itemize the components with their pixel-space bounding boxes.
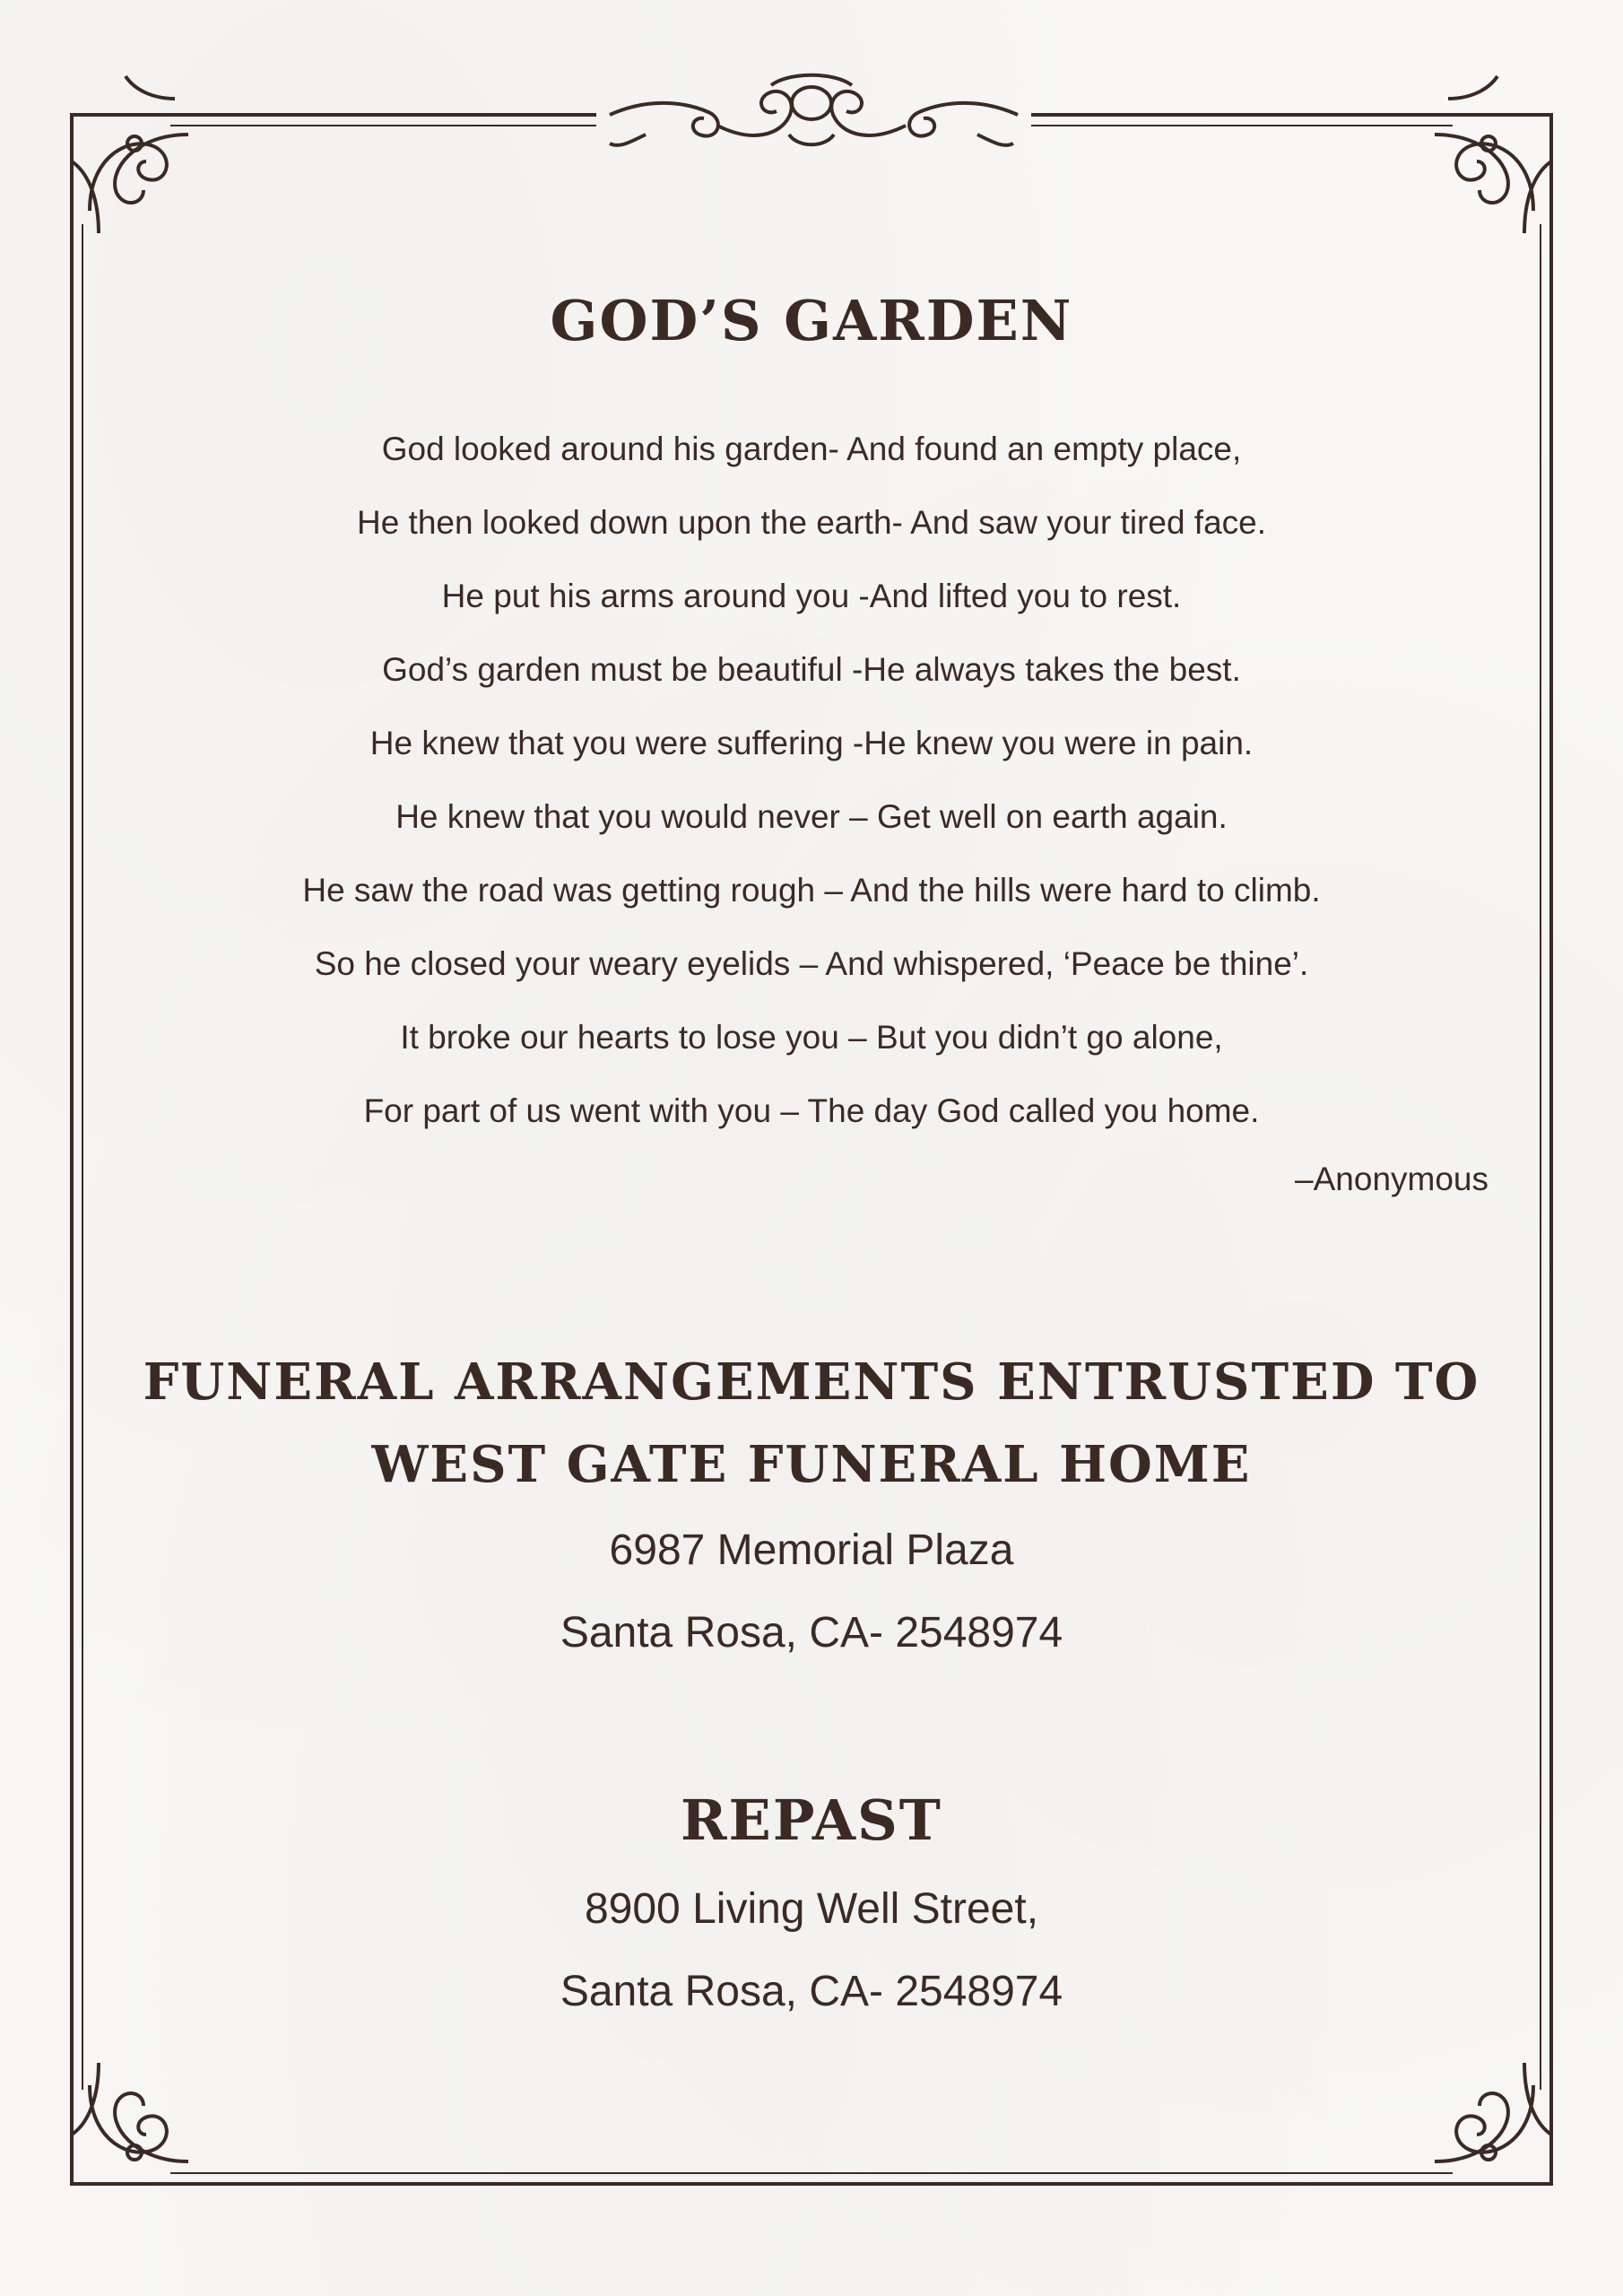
poem-line: He knew that you were suffering -He knew you were in pain. <box>369 725 1254 761</box>
poem-line: He then looked down upon the earth- And saw your tired face. <box>356 504 1267 541</box>
repast-city: Santa Rosa, CA- 2548974 <box>560 1968 1063 2015</box>
poem-line: He knew that you would never – Get well on earth again. <box>395 798 1228 835</box>
arrangements-title <box>135 1341 1488 1506</box>
funeral-home-street: 6987 Memorial Plaza <box>609 1526 1014 1574</box>
main-content <box>135 0 1488 2296</box>
poem-line: He saw the road was getting rough – And the hills were hard to climb. <box>302 872 1321 909</box>
repast-address <box>135 1868 1488 2033</box>
poem-line: For part of us went with you – The day God called you home. <box>363 1092 1260 1129</box>
poem-line: It broke our hearts to lose you – But you didn’t go alone, <box>400 1019 1223 1056</box>
poem-title: GOD’S GARDEN <box>550 288 1073 353</box>
poem-lines <box>135 413 1488 1148</box>
arrangements-title-line1: FUNERAL ARRANGEMENTS ENTRUSTED TO <box>143 1352 1480 1412</box>
poem-line: He put his arms around you -And lifted you to rest. <box>441 578 1182 614</box>
poem-author: –Anonymous <box>1295 1161 1488 1197</box>
funeral-home-city: Santa Rosa, CA- 2548974 <box>560 1609 1063 1657</box>
arrangements-title-line2: WEST GATE FUNERAL HOME <box>371 1435 1252 1494</box>
poem-line: So he closed your weary eyelids – And whispered, ‘Peace be thine’. <box>314 945 1309 982</box>
poem-line: God looked around his garden- And found an empty place, <box>381 430 1242 467</box>
repast-street: 8900 Living Well Street, <box>584 1885 1039 1933</box>
poem-line: God’s garden must be beautiful -He always takes the best. <box>382 651 1241 688</box>
funeral-home-address <box>135 1509 1488 1674</box>
repast-title: REPAST <box>681 1787 942 1853</box>
